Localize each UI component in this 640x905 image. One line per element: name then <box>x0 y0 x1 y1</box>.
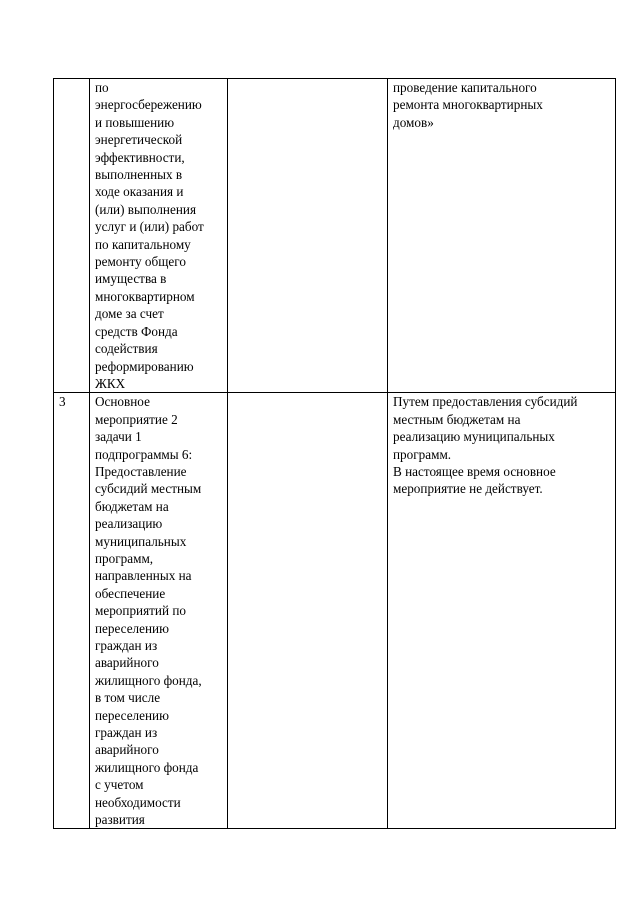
activity-cell: Основное мероприятие 2 задачи 1 подпрограммы 6: Предоставление субсидий местным бюджетам на реализацию муниципальных программ, направленных на обеспечение мероприятий по переселению граждан из аварийного жилищного фонда, в том числе переселению граждан из аварийного жилищного фонда с учетом необходимости развития <box>90 393 228 829</box>
empty-cell <box>228 79 388 393</box>
program-table <box>53 78 616 829</box>
table-row <box>54 79 616 393</box>
empty-cell <box>228 393 388 829</box>
result-cell: проведение капитального ремонта многоквартирных домов» <box>388 79 616 393</box>
result-cell: Путем предоставления субсидий местным бюджетам на реализацию муниципальных программ. В настоящее время основное мероприятие не действует. <box>388 393 616 829</box>
row-number-cell: 3 <box>54 393 90 829</box>
row-number-cell <box>54 79 90 393</box>
activity-cell: по энергосбережению и повышению энергетической эффективности, выполненных в ходе оказания и (или) выполнения услуг и (или) работ по капитальному ремонту общего имущества в многоквартирном доме за счет средств Фонда содействия реформированию ЖКХ <box>90 79 228 393</box>
table-row <box>54 393 616 829</box>
